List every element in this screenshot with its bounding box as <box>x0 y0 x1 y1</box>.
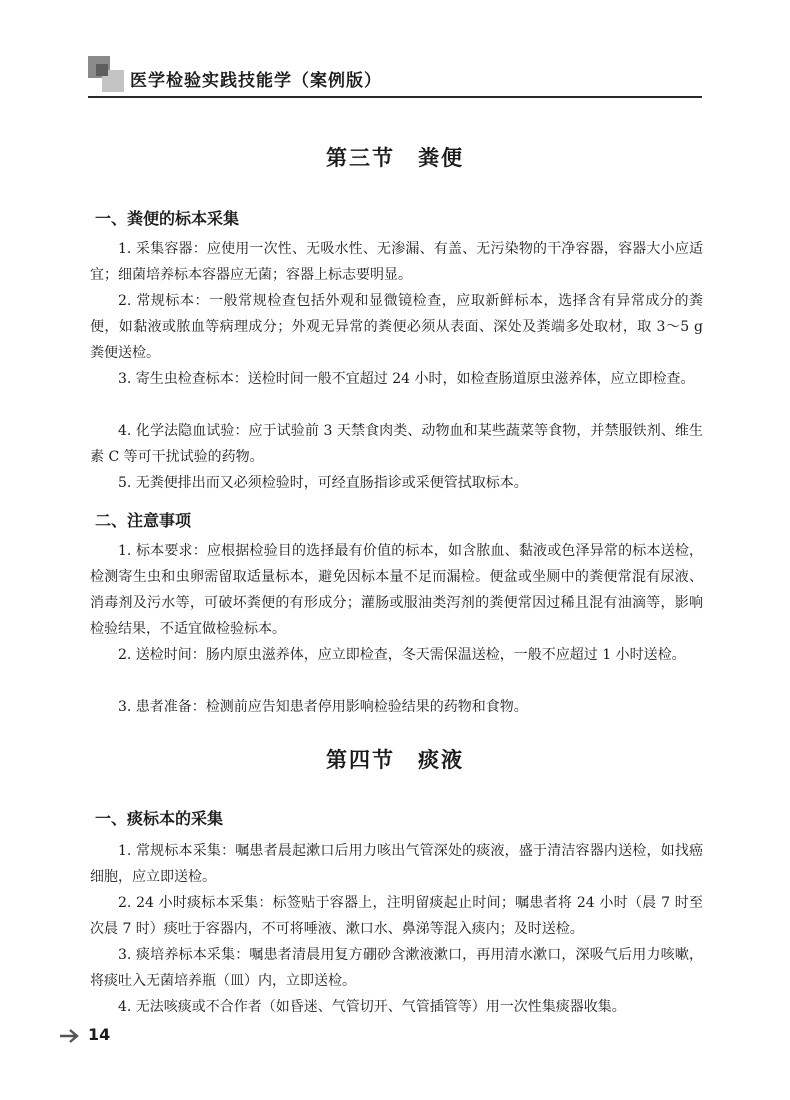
paragraph: 2. 常规标本：一般常规检查包括外观和显微镜检查，应取新鲜标本，选择含有异常成分的粪便，如黏液或脓血等病理成分；外观无异常的粪便必须从表面、深处及粪端多处取材，取 3～5 g 粪便送检。 <box>90 293 703 361</box>
page-number: 14 <box>88 1025 111 1044</box>
paragraph: 5. 无粪便排出而又必须检验时，可经直肠指诊或采便管拭取标本。 <box>118 475 528 491</box>
subheading-sputum-collection: 一、痰标本的采集 <box>95 809 224 828</box>
paragraph: 2. 24 小时痰标本采集：标签贴于容器上，注明留痰起止时间；嘱患者将 24 小时（晨 7 时至次晨 7 时）痰吐于容器内，不可将唾液、漱口水、鼻涕等混入痰内；及时送检。 <box>90 895 703 937</box>
arrow-right-icon <box>60 1029 80 1043</box>
header-decoration <box>88 56 128 96</box>
section-title-sputum: 第四节 痰液 <box>326 747 464 772</box>
paragraph: 1. 采集容器：应使用一次性、无吸水性、无渗漏、有盖、无污染物的干净容器，容器大小应适宜；细菌培养标本容器应无菌；容器上标志要明显。 <box>90 241 703 283</box>
subheading-notes: 二、注意事项 <box>95 511 192 530</box>
paragraph: 3. 患者准备：检测前应告知患者停用影响检验结果的药物和食物。 <box>118 699 528 715</box>
paragraph: 3. 寄生虫检查标本：送检时间一般不宜超过 24 小时，如检查肠道原虫滋养体，应立即检查。 <box>118 371 695 387</box>
paragraph: 1. 标本要求：应根据检验目的选择最有价值的标本，如含脓血、黏液或色泽异常的标本送检，检测寄生虫和虫卵需留取适量标本，避免因标本量不足而漏检。便盆或坐厕中的粪便常混有尿液、消毒剂及污水等，可破坏粪便的有形成分；灌肠或服油类泻剂的粪便常因过稀且混有油滴等，影响检验结果，不适宜做检验标本。 <box>90 543 703 637</box>
book-title: 医学检验实践技能学（案例版） <box>130 71 382 91</box>
paragraph: 1. 常规标本采集：嘱患者晨起漱口后用力咳出气管深处的痰液，盛于清洁容器内送检，如找癌细胞，应立即送检。 <box>90 843 703 885</box>
header-rule <box>88 96 702 98</box>
subheading-feces-collection: 一、粪便的标本采集 <box>95 209 240 228</box>
paragraph: 4. 化学法隐血试验：应于试验前 3 天禁食肉类、动物血和某些蔬菜等食物，并禁服铁剂、维生素 C 等可干扰试验的药物。 <box>90 423 703 465</box>
paragraph: 2. 送检时间：肠内原虫滋养体，应立即检查，冬天需保温送检，一般不应超过 1 小时送检。 <box>118 647 686 663</box>
paragraph: 4. 无法咳痰或不合作者（如昏迷、气管切开、气管插管等）用一次性集痰器收集。 <box>118 999 626 1015</box>
paragraph: 3. 痰培养标本采集：嘱患者清晨用复方硼砂含漱液漱口，再用清水漱口，深吸气后用力咳嗽，将痰吐入无菌培养瓶（皿）内，立即送检。 <box>90 947 703 989</box>
section-title-feces: 第三节 粪便 <box>326 145 464 170</box>
